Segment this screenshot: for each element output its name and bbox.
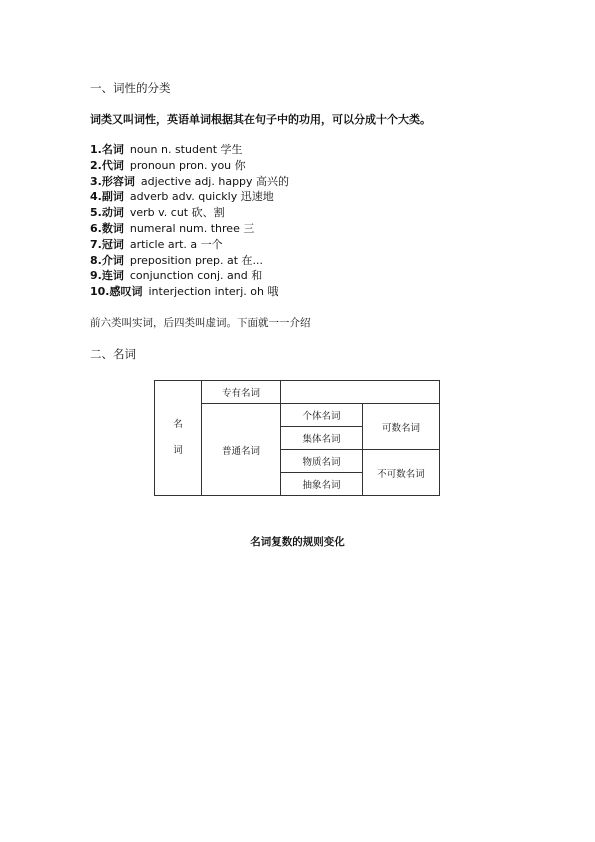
- list-item: 5.动词 verb v. cut 砍、割: [90, 206, 225, 220]
- proper-noun-cell: 专有名词: [202, 381, 281, 404]
- list-item: 7.冠词 article art. a 一个: [90, 237, 223, 251]
- list-item: 4.副词 adverb adv. quickly 迅速地: [90, 190, 274, 204]
- list-item: 9.连词 conjunction conj. and 和: [90, 269, 263, 283]
- abstract-noun-cell: 抽象名词: [281, 473, 363, 496]
- countable-noun-cell: 可数名词: [363, 404, 440, 450]
- collective-noun-cell: 集体名词: [281, 427, 363, 450]
- plural-rules-caption: 名词复数的规则变化: [250, 536, 345, 548]
- intro-paragraph: 词类又叫词性，英语单词根据其在句子中的功用，可以分成十个大类。: [90, 113, 431, 126]
- list-item: 6.数词 numeral num. three 三: [90, 221, 255, 235]
- noun-root-cell: 名 词: [155, 381, 202, 496]
- section-heading-word-classes: 一、词性的分类: [90, 81, 171, 95]
- word-class-list: [90, 142, 289, 300]
- proper-noun-empty-cell: [281, 381, 440, 404]
- common-noun-cell: 普通名词: [202, 404, 281, 496]
- list-item: 3.形容词 adjective adj. happy 高兴的: [90, 174, 290, 188]
- uncountable-noun-cell: 不可数名词: [363, 450, 440, 496]
- individual-noun-cell: 个体名词: [281, 404, 363, 427]
- list-item: 1.名词 noun n. student 学生: [90, 143, 243, 156]
- list-item: 2.代词 pronoun pron. you 你: [90, 158, 246, 172]
- list-item: 10.感叹词 interjection interj. oh 哦: [90, 285, 279, 299]
- material-noun-cell: 物质名词: [281, 450, 363, 473]
- noun-classification-table: [154, 380, 440, 496]
- list-item: 8.介词 preposition prep. at 在...: [90, 253, 263, 267]
- content-function-note: 前六类叫实词，后四类叫虚词。下面就一一介绍: [90, 317, 311, 329]
- section-heading-nouns: 二、名词: [90, 347, 136, 361]
